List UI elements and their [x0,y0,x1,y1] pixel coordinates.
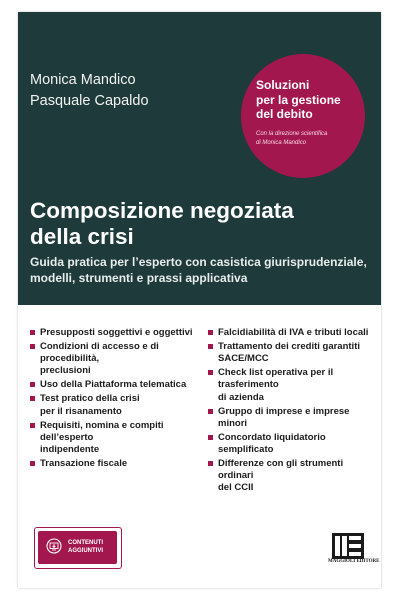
topic-text: Gruppo di imprese e imprese minori [218,405,350,429]
topic-item [30,379,204,391]
book-subtitle-line: modelli, strumenti e prassi applicativa [30,271,248,285]
topic-item [30,393,204,417]
topic-text: Check list operativa per il trasferimento [218,367,334,391]
series-direction-line: Con la direzione scientifica [256,131,328,137]
topic-text: di azienda [218,391,264,403]
book-title-line: Composizione negoziata [30,198,294,223]
book-subtitle-line: Guida pratica per l’esperto con casistica giurisprudenziale, [30,255,367,269]
publisher-mark-icon [332,533,364,559]
bullet-icon [208,370,213,375]
topic-text: Differenze con gli strumenti ordinari [218,458,344,482]
book-cover [18,12,381,588]
bullet-icon [208,435,213,440]
topic-item [208,367,378,404]
topic-text: Requisiti, nomina e compiti dell’esperto [40,419,164,443]
topic-item [208,406,378,430]
series-direction-line: di Monica Mandico [256,139,307,146]
cover-top-band [18,12,381,305]
topic-text: preclusioni [40,365,91,377]
topic-text: Falcidiabilità di IVA e tributi locali [218,327,369,338]
series-direction [256,130,356,147]
topic-text: Presupposti soggettivi e oggettivi [40,327,193,338]
series-title [256,78,356,122]
series-title-line: del debito [256,107,313,121]
topic-text: Uso della Piattaforma telematica [40,379,187,391]
download-monitor-icon [45,538,63,556]
bullet-icon [208,461,213,466]
topic-text: Transazione fiscale [40,458,128,470]
topic-text: SACE/MCC [218,353,269,365]
book-title [30,198,370,250]
bullet-icon [208,330,213,335]
series-badge [241,54,365,178]
authors [30,70,149,112]
topic-item [30,341,204,378]
book-subtitle [30,254,375,286]
bullet-icon [30,461,35,466]
topic-item [208,432,378,456]
topic-text: indipendente [40,444,100,456]
topic-text: Trattamento dei crediti garantiti [218,341,360,352]
extra-content-line: AGGIUNTIVI [68,548,104,554]
extra-content-panel [38,531,117,564]
topic-item [208,327,378,339]
topic-text: del CCII [218,482,254,494]
topic-text: Concordato liquidatorio semplificato [218,431,326,456]
topics-list-left [30,327,204,472]
book-title-line: della crisi [30,224,134,249]
extra-content-label [34,527,122,569]
bullet-icon [30,396,35,401]
topic-item [30,420,204,457]
bullet-icon [208,344,213,349]
topic-item [208,341,378,365]
bullet-icon [208,409,213,414]
topic-text: Condizioni di accesso e di procedibilità, [40,341,159,365]
topic-text: Test pratico della crisi [40,393,140,405]
publisher-name: MAGGIOLI EDITORE [328,559,380,564]
series-title-line: Soluzioni [256,78,310,92]
topic-item [208,458,378,495]
publisher-logo [328,533,380,569]
extra-content-line: CONTENUTI [68,540,103,546]
topic-item [30,327,204,339]
topic-item [30,458,204,470]
author-name: Monica Mandico [30,72,136,88]
topic-text: per il risanamento [40,405,122,417]
author-name: Pasquale Capaldo [30,93,149,109]
topics-list-right [208,327,378,496]
bullet-icon [30,344,35,349]
extra-content-text [68,539,116,555]
series-title-line: per la gestione [256,92,341,107]
bullet-icon [30,423,35,428]
bullet-icon [30,330,35,335]
bullet-icon [30,382,35,387]
